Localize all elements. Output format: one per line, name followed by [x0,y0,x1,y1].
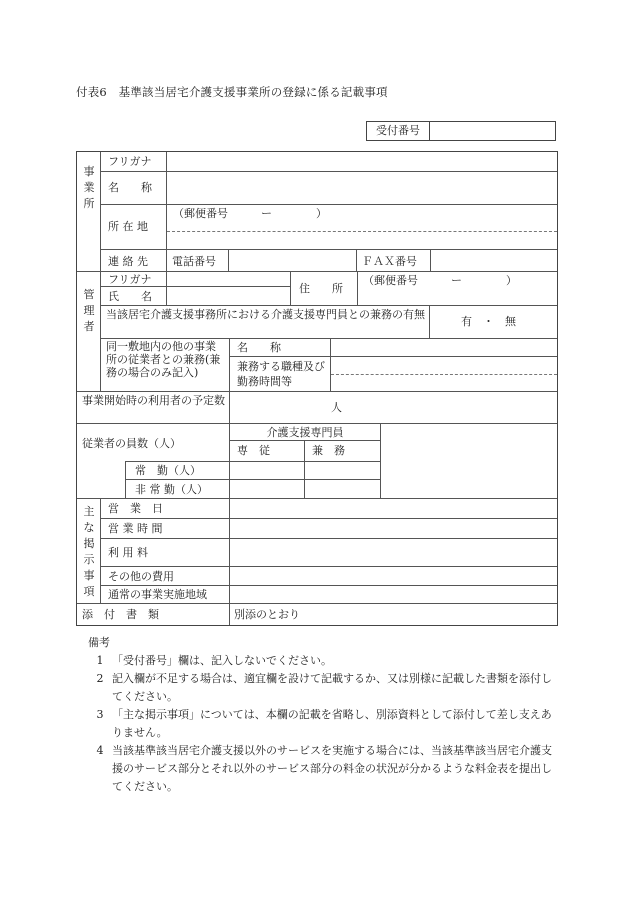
manager-other-duty-label: 兼務する職種及び勤務時間等 [237,360,325,388]
form-title: 付表6 基準該当居宅介護支援事業所の登録に係る記載事項 [76,85,388,99]
manager-concurrent-options[interactable]: 有 ・ 無 [461,315,516,328]
office-name-label: 名 称 [108,181,152,194]
note-item: 1 「受付番号」欄は、記入しないでください。 [96,654,332,667]
manager-residence-label: 住 所 [299,282,343,295]
posting-other-costs: その他の費用 [108,570,174,583]
manager-name-label: 氏 名 [108,290,152,303]
office-fax-label: ＦＡＸ番号 [362,255,417,268]
manager-other-office-question: 同一敷地内の他の事業所の従業者との兼務(兼務の場合のみ記入) [106,340,221,379]
office-section-label: 事業所 [83,165,95,210]
staff-fulltime-row-label: 常 勤（人） [135,464,201,477]
manager-postal-code[interactable]: （郵便番号 ー ） [363,274,517,287]
note-item: 4 当該基準該当居宅介護支援以外のサービスを実施する場合には、当該基準該当居宅介護支援のサービス部分とそれ以外のサービス部分の料金の状況が分かるような料金表を提出してください。 [96,744,552,793]
manager-concurrent-question: 当該居宅介護支援事務所における介護支援専門員との兼務の有無 [106,308,425,321]
receipt-number-label: 受付番号 [367,122,430,140]
manager-section-label: 管理者 [83,288,95,333]
registration-form [76,151,558,626]
attachments-label: 添 付 書 類 [82,608,159,621]
office-postal-code[interactable]: （郵便番号 ー ） [173,207,327,220]
expected-users-unit: 人 [331,401,342,414]
office-furigana-label: フリガナ [108,155,152,168]
notes-section [88,634,558,796]
office-contact-label: 連 絡 先 [108,255,148,268]
posting-section-label: 主な掲示事項 [83,505,95,598]
posting-business-days: 営 業 日 [108,502,163,515]
receipt-number-field[interactable] [430,122,555,140]
expected-users-label: 事業開始時の利用者の予定数 [82,394,225,407]
staff-fulltime-dedicated-label: 専 従 [237,444,270,457]
receipt-number-box [366,121,556,141]
manager-other-office-name-label: 名 称 [237,341,281,354]
posting-business-hours: 営 業 時 間 [108,522,163,535]
staff-concurrent-label: 兼 務 [312,444,345,457]
manager-furigana-label: フリガナ [108,273,152,286]
posting-fees: 利 用 料 [108,546,148,559]
staff-parttime-row-label: 非 常 勤（人） [135,483,208,496]
notes-heading: 備考 [88,636,110,649]
note-item: 3 「主な掲示事項」については、本欄の記載を省略し、別添資料として添付して差し支えありません。 [96,708,552,739]
attachments-value: 別添のとおり [234,608,300,621]
office-address-label: 所 在 地 [108,220,148,233]
note-item: 2 記入欄が不足する場合は、適宜欄を設けて記載するか、又は別様に記載した書類を添付してください。 [96,672,552,703]
staff-count-label: 従業者の員数（人） [82,437,181,450]
care-manager-group-label: 介護支援専門員 [266,426,344,439]
posting-service-area: 通常の事業実施地域 [108,588,207,601]
office-phone-label: 電話番号 [172,255,216,268]
